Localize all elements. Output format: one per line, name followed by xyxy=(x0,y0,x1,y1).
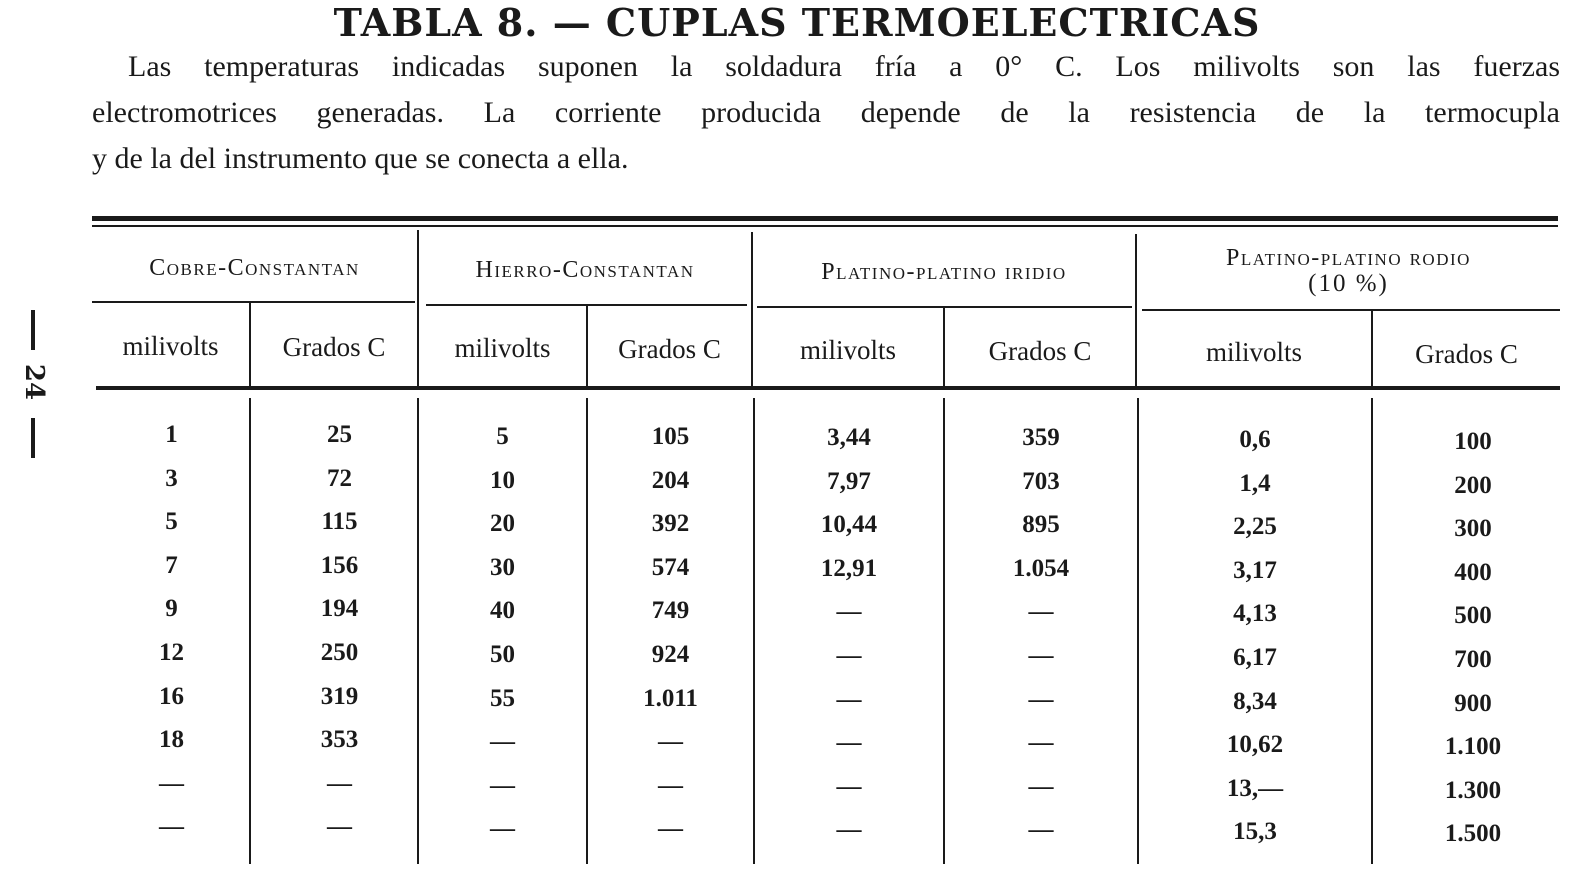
table-cell: 749 xyxy=(651,597,690,625)
table-cell: 25 xyxy=(327,421,352,448)
table-cell: — xyxy=(658,815,683,843)
table-cell: 392 xyxy=(651,510,690,538)
table-cell: 55 xyxy=(490,684,515,712)
subheader-grados: Grados C xyxy=(282,332,386,362)
table-cell: 115 xyxy=(321,508,358,536)
table-cell: 574 xyxy=(651,553,690,581)
table-cell: — xyxy=(1028,598,1054,626)
table-cell: 18 xyxy=(159,726,184,754)
table-cell: 72 xyxy=(327,464,352,492)
table-cell: 12,91 xyxy=(820,554,878,582)
table-cell: 15,3 xyxy=(1233,818,1277,846)
table-cell: 7,97 xyxy=(827,467,871,495)
table-cell: — xyxy=(836,598,862,626)
table-cell: 1.500 xyxy=(1444,820,1502,848)
table-cell: 7 xyxy=(165,551,178,579)
group-header-platino-iridio: Platino-platino iridio xyxy=(821,259,1067,285)
table-cell: — xyxy=(1028,772,1054,800)
table-cell: 900 xyxy=(1454,689,1492,717)
page-number-marker xyxy=(18,310,48,460)
table-cell: 10 xyxy=(490,466,515,494)
table-cell: 194 xyxy=(320,595,359,623)
table-cell: 1.300 xyxy=(1444,776,1502,804)
subheader-grados: Grados C xyxy=(1415,339,1518,369)
table-cell: 40 xyxy=(490,597,515,625)
table-cell: 500 xyxy=(1454,602,1492,630)
table-cell: — xyxy=(836,729,862,757)
table-cell: 1.054 xyxy=(1012,554,1070,582)
table-cell: — xyxy=(490,771,515,799)
table-cell: — xyxy=(327,769,352,797)
table-cell: 8,34 xyxy=(1233,687,1277,715)
subheader-milivolts: milivolts xyxy=(799,335,897,365)
table-cell: 400 xyxy=(1454,558,1492,586)
table-cell: 1.011 xyxy=(643,684,698,712)
table-cell: 924 xyxy=(651,641,690,668)
subheader-grados: Grados C xyxy=(618,334,721,364)
table-top-rule-thick xyxy=(92,216,1558,221)
table-cell: 13,— xyxy=(1226,774,1284,802)
table-cell: 105 xyxy=(651,423,690,450)
table-cell: 703 xyxy=(1022,467,1060,495)
table-cell: 204 xyxy=(651,466,690,494)
page-dash-bottom xyxy=(31,418,35,458)
table-cell: 1,4 xyxy=(1239,469,1271,497)
subheader-milivolts: milivolts xyxy=(122,331,219,361)
table-cell: 16 xyxy=(159,682,184,710)
intro-line-2: electromotrices generadas. La corriente producida depende de la resistencia de la termocupla xyxy=(92,96,1560,129)
table-cell: 353 xyxy=(320,726,359,754)
table-cell: 250 xyxy=(320,639,359,666)
table-cell: — xyxy=(658,771,683,799)
table-cell: 10,44 xyxy=(820,511,878,539)
table-title: TABLA 8. — CUPLAS TERMOELECTRICAS xyxy=(333,0,1261,45)
table-cell: 1.100 xyxy=(1444,733,1502,761)
page-number: 24 xyxy=(19,363,49,401)
table-top-rule-thin xyxy=(92,225,1558,227)
table-cell: 300 xyxy=(1454,515,1492,543)
table-cell: 156 xyxy=(320,551,359,579)
group-header-hierro-constantan: Hierro-Constantan xyxy=(475,257,695,283)
table-cell: — xyxy=(836,772,862,800)
table-cell: 3 xyxy=(165,464,178,492)
table-cell: 12 xyxy=(159,639,184,666)
table-cell: 895 xyxy=(1022,511,1060,539)
table-cell: 9 xyxy=(165,595,178,623)
header-bottom-rule xyxy=(96,386,1560,390)
table-cell: 200 xyxy=(1454,471,1492,499)
table-cell: 1 xyxy=(165,421,178,448)
group-rule-1 xyxy=(92,301,415,303)
table-cell: — xyxy=(836,642,862,669)
table-cell: 5 xyxy=(496,423,509,450)
group-header-cobre-constantan: Cobre-Constantan xyxy=(149,255,360,281)
table-cell: 6,17 xyxy=(1233,644,1277,671)
table-cell: 700 xyxy=(1454,646,1492,673)
subheader-milivolts: milivolts xyxy=(1205,337,1303,367)
group-rule-4 xyxy=(1142,309,1560,311)
table-cell: 3,44 xyxy=(827,424,871,451)
table-cell: — xyxy=(1028,685,1054,713)
table-cell: 5 xyxy=(165,508,178,536)
page-dash-top xyxy=(31,310,35,350)
intro-line-3: y de la del instrumento que se conecta a ella. xyxy=(92,142,629,175)
group-header-platino-rodio-percent: (10 %) xyxy=(1308,270,1389,297)
table-cell: 10,62 xyxy=(1226,731,1284,759)
table-cell: 4,13 xyxy=(1233,600,1277,628)
intro-paragraph xyxy=(92,44,1560,182)
table-cell: 3,17 xyxy=(1233,556,1277,584)
table-cell: 30 xyxy=(490,553,515,581)
table-cell: — xyxy=(1028,642,1054,669)
table-cell: — xyxy=(159,813,184,841)
table-cell: 359 xyxy=(1022,424,1060,451)
table-cell: — xyxy=(836,816,862,844)
table-cell: 50 xyxy=(490,641,515,668)
vline-sub-1-body xyxy=(249,398,251,864)
table-cell: — xyxy=(490,815,515,843)
table-cell: 100 xyxy=(1454,428,1492,455)
table-cell: 0,6 xyxy=(1239,426,1271,453)
intro-line-1: Las temperaturas indicadas suponen la soldadura fría a 0° C. Los milivolts son las fuerzas xyxy=(128,50,1560,83)
subheader-milivolts: milivolts xyxy=(454,333,551,363)
table-cell: 319 xyxy=(320,682,359,710)
table-cell: — xyxy=(327,813,352,841)
subheader-grados: Grados C xyxy=(988,336,1092,366)
table-cell: 20 xyxy=(490,510,515,538)
table-cell: — xyxy=(1028,816,1054,844)
table-cell: — xyxy=(658,728,683,756)
group-header-platino-rodio: Platino-platino rodio xyxy=(1226,245,1471,271)
table-cell: 2,25 xyxy=(1233,513,1277,541)
table-cell: — xyxy=(159,769,184,797)
table-cell: — xyxy=(1028,729,1054,757)
table-cell: — xyxy=(836,685,862,713)
table-cell: — xyxy=(490,728,515,756)
